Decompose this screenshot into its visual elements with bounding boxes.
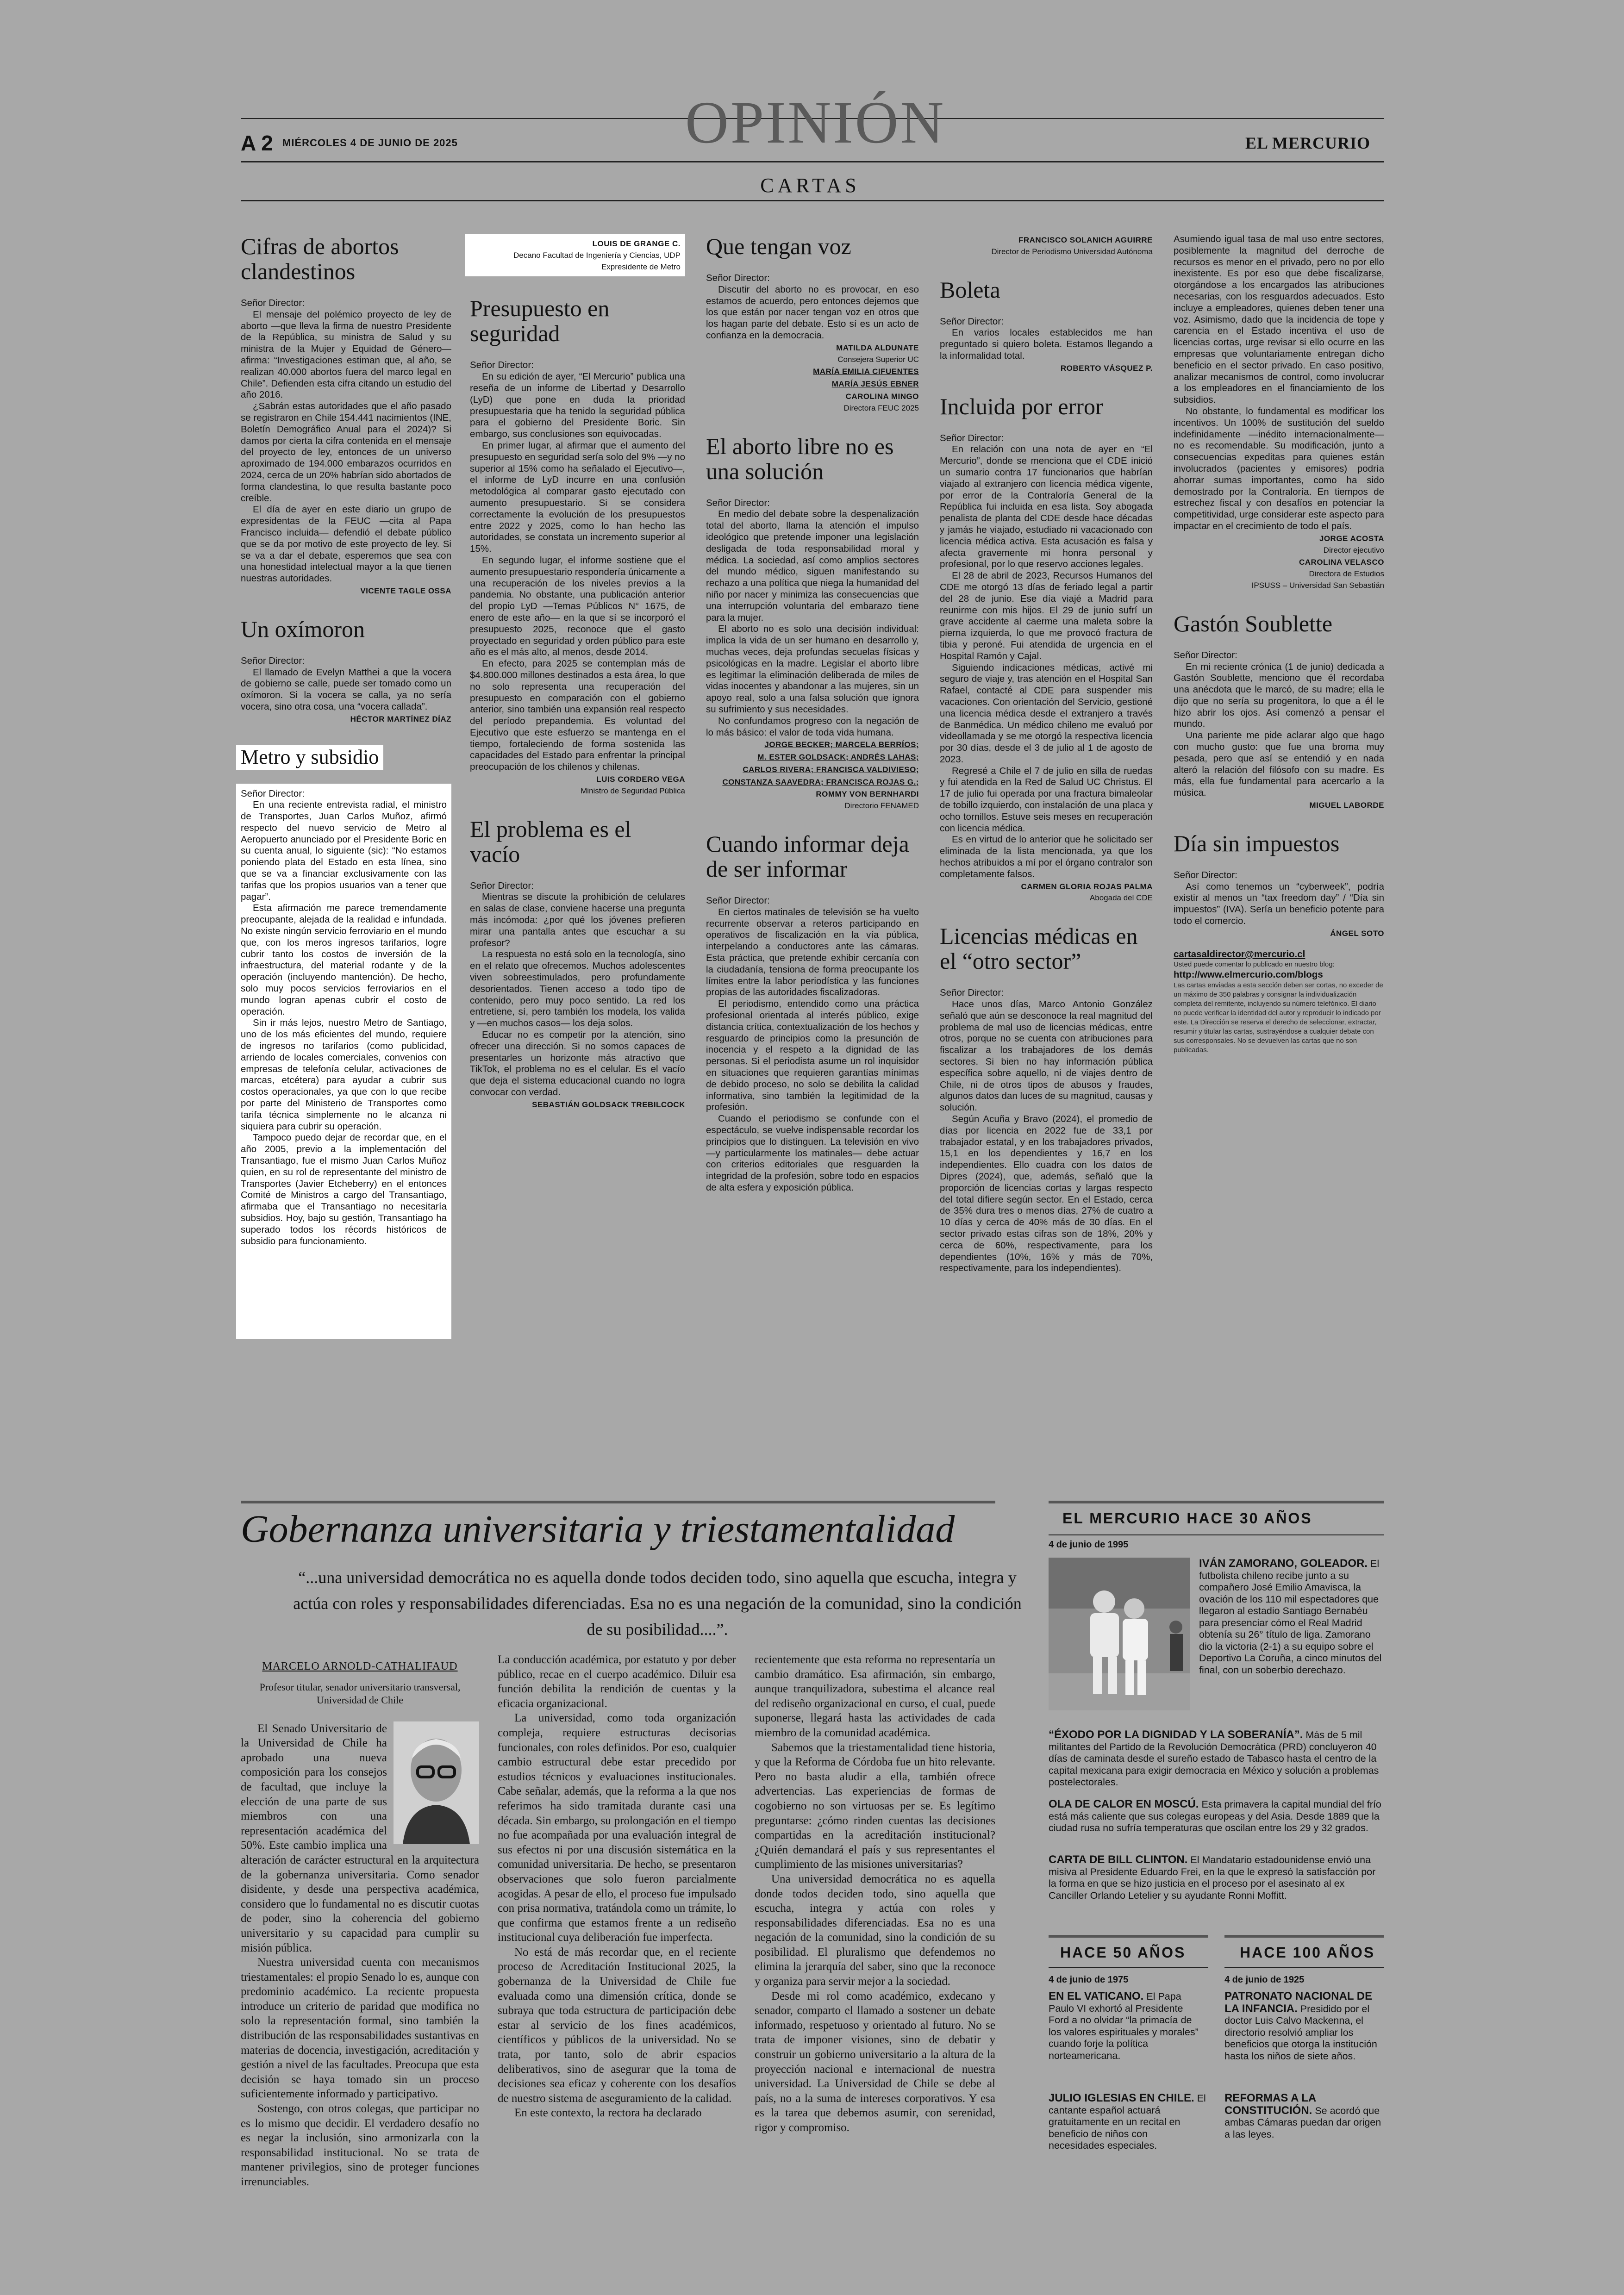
salutation: Señor Director: [470,360,534,371]
letter-paragraph: El día de ayer en este diario un grupo de expresidentas de la FEUC —cita al Papa Francisco incluida— defendió el debate público que se da por motivo de este proyecto de ley. Si se va a dar el debate, esperemos que sea con una honestidad intelectual mayor a la que tienen nuestras autoridades. [241,504,451,584]
letter-signature: ÁNGEL SOTO [1330,929,1384,938]
history-item [1199,1558,1384,1676]
letter-paragraph: Según Acuña y Bravo (2024), el promedio de días por licencia en 2022 fue de 33,1 por trabajador estatal, y en los trabajadores privados, 15,1 en los dependientes y 16,7 en los independientes. Ello cuadra con los datos de Dipres (2024), que, además, señaló que la proporción de licencias cortas y largas respecto del total difiere según sector. En el Estado, cerca de 35% dura tres o menos días, 27% de cuatro a 10 días y cerca de 40% más de 30 días. En el sector privado estas cifras son de 18%, 20% y cerca de 60%, respectivamente, para los dependientes (10%, 16% y más de 70%, respectivamente, para los independientes). [940,1114,1153,1274]
letter-signature-role: Ministro de Seguridad Pública [581,786,685,795]
salutation: Señor Director: [940,316,1004,327]
article-paragraph: Nuestra universidad cuenta con mecanismos triestamentales: el propio Senado lo es, aunque con predominio académico. La reciente propuesta introduce un criterio de paridad que modifica no solo la representación formal, sino también la distribución de las responsabilidades sustantivas en materias de docencia, investigación, acreditación y gestión a nivel de las facultades. Preocupa que esta decisión se haya tomado sin un proceso suficientemente informado y participativo. [241,1956,479,2101]
letter-signature-role: Consejera Superior UC [837,355,919,364]
letter-title: Licencias médicas en el “otro sector” [940,923,1138,974]
history-item [1049,2092,1206,2152]
article-paragraph: Desde mi rol como académico, exdecano y senador, comparto el llamado a sostener un debate informado, respetuoso y orientado al futuro. No se trata de imponer visiones, sino de debatir y construir un gobierno universitario a la altura de la proyección nacional e internacional de nuestra universidad. La Universidad de Chile se debe al país, no a la suma de intereses corporativos. Y esa es la tarea que debemos asumir, con serenidad, rigor y compromiso. [755,1989,995,2134]
letter-signature-role: Directora de Estudios [1309,569,1384,579]
salutation: Señor Director: [940,987,1004,998]
highlighted-letter-end [465,234,685,276]
letters-column-4 [940,234,1153,1274]
history-item-text: El Mandatario estadounidense envió una misiva al Presidente Eduardo Frei, en la que le expresó la satisfacción por la forma en que se hizo justicia en el proceso por el asesinato al ex Canciller Orlando Letelier y su ayudante Ronni Moffitt. [1049,1854,1376,1901]
page-date: MIÉRCOLES 4 DE JUNIO DE 2025 [282,137,458,149]
letter-title: El problema es el vacío [470,816,631,867]
letter-signature: MARÍA JESÚS EBNER [831,380,919,389]
letter-paragraph: En varios locales establecidos me han preguntado si quiero boleta. Estamos llegando a la informalidad total. [940,327,1153,361]
letter-signature-role: Directorio FENAMED [844,801,919,811]
letters-column-5 [1174,234,1384,1055]
letter-title: Incluida por error [940,393,1103,419]
history-30-header: EL MERCURIO HACE 30 AÑOS [1062,1510,1312,1527]
blog-intro: Usted puede comentar lo publicado en nuestro blog: [1174,960,1335,969]
letter-signature: JORGE BECKER; MARCELA BERRÍOS; [764,740,919,749]
subsection-title: CARTAS [760,174,860,197]
history-item [1049,1990,1206,2062]
letter-paragraph: Tampoco puedo dejar de recordar que, en el año 2005, previo a la implementación del Transantiago, fue el mismo Juan Carlos Muñoz quien, en su rol de representante del ministro de Transportes (Javier Etcheberry) en el entonces Comité de Ministros a cargo del Transantiago, afirmaba que el Transantiago no necesitaría subsidios. Hoy, bajo su gestión, Transantiago ha superado todos los récords históricos de subsidio para funcionamiento. [241,1132,447,1247]
letter-paragraph: Así como tenemos un “cyberweek”, podría existir al menos un “tax freedom day” / “Día sin impuestos” (IVA). Sería un beneficio potente para todo el comercio. [1174,881,1384,927]
article-top-rule [241,1501,995,1503]
author-portrait-drawing [394,1721,479,1844]
letter-signature: MATILDA ALDUNATE [836,343,919,352]
masthead-rule [241,161,1384,162]
letter-paragraph: Es en virtud de lo anterior que he solicitado ser eliminada de la lista mencionada, ya que los hechos atribuidos a mí por el órgano contralor son completamente falsos. [940,834,1153,879]
letter-signature-role: Director de Periodismo Universidad Autónoma [991,247,1153,256]
letter-signature: CARLOS RIVERA; FRANCISCA VALDIVIESO; [743,765,919,774]
article-column-1 [241,1659,479,2189]
salutation: Señor Director: [241,655,305,666]
history-top-rule [1049,1501,1384,1503]
salutation: Señor Director: [1174,869,1237,880]
letter-title: Día sin impuestos [1174,830,1340,856]
letter-paragraph: Asumiendo igual tasa de mal uso entre sectores, posiblemente la magnitud del derroche de recursos es menor en el privado, pero no por ello inexistente. Es por eso que debe fiscalizarse, otorgándose a los encargados las atribuciones necesarias, con los resguardos adecuados. Esto incluye a empleadores, quienes deben tener una voz. Asimismo, dado que la incidencia de tope y carencia en el Estado incentiva el uso de licencias cortas, urge revisar si ello ocurre en las empresas que voluntariamente entregan dicho beneficio en el sector privado. En caso positivo, analizar mecanismos de control, como involucrar a los empleadores en el financiamiento de los subsidios. [1174,234,1384,405]
section-title: OPINIÓN [685,89,946,156]
salutation: Señor Director: [470,880,534,891]
letter-signature: JORGE ACOSTA [1319,534,1384,543]
history-item-title: IVÁN ZAMORANO, GOLEADOR. [1199,1557,1368,1570]
zamorano-photo [1049,1558,1190,1710]
history-30-date: 4 de junio de 1995 [1049,1540,1129,1550]
letter-paragraph: En segundo lugar, el informe sostiene que el aumento presupuestario respondería únicamente a una recuperación de los niveles previos a la pandemia. No obstante, una publicación anterior del propio LyD —Temas Públicos N° 1675, de enero de este año— en la que sí se incorporó el presupuesto 2025, reconoce que el gasto proyectado en seguridad y orden público para este año es el más alto, al menos, desde 2014. [470,555,685,658]
letter-paragraph: El periodismo, entendido como una práctica profesional orientada al interés público, exige distancia crítica, contextualización de los hechos y resguardo de principios como la presunción de inocencia y el respeto a la dignidad de las personas. Si el periodista asume un rol inquisidor en situaciones que requieren garantías mínimas de debido proceso, no solo se debilita la calidad informativa, sino también la legitimidad de la profesión. [706,998,919,1113]
letter-paragraph: Regresé a Chile el 7 de julio en silla de ruedas y fui atendida en la Red de Salud UC Christus. El 17 de julio fui operada por una fractura bimaleolar de tobillo izquierdo, con instalación de una placa y ocho tornillos. Estuve seis meses en recuperación con licencia médica. [940,765,1153,834]
contact-email-link[interactable]: cartasaldirector@mercurio.cl [1174,948,1305,960]
letter-signature: FRANCISCO SOLANICH AGUIRRE [1018,236,1153,244]
blog-link[interactable]: http://www.elmercurio.com/blogs [1174,969,1323,980]
article-paragraph: La universidad, como toda organización compleja, requiere estructuras decisorias funcionales, con roles definidos. Por eso, cualquier cambio estructural debe estar precedido por estudios técnicos y evaluaciones institucionales. Cabe señalar, además, que la reforma a la que nos referimos ha sido tramitada durante casi una década. Sin embargo, su prolongación en el tiempo no fue acompañada por una evaluación integral de sus efectos ni por una discusión sistemática en la comunidad universitaria. De hecho, se presentaron observaciones que solo fueron parcialmente acogidas. A pesar de ello, el proceso fue impulsado con prisa normativa, tratándola como un trámite, lo que confirma que estamos frente a un rediseño institucional cuya deliberación fue imperfecta. [498,1712,736,1944]
letter-signature: CONSTANZA SAAVEDRA; FRANCISCA ROJAS G.; [722,777,919,786]
letter-paragraph: En medio del debate sobre la despenalización total del aborto, llama la atención el impulso ideológico que pretende imponer una legislación desligada de toda responsabilidad moral y médica. La sociedad, así como amplios sectores del mundo médico, siguen manifestando su rechazo a una política que niega la humanidad del niño por nacer y minimiza las consecuencias que una interrupción voluntaria del embarazo tiene para la mujer. [706,509,919,623]
letter-paragraph: Discutir del aborto no es provocar, en eso estamos de acuerdo, pero entonces dejemos que los que están por nacer tengan voz en otros que los hagan parte del debate. Esto sí es un acto de confianza en la democracia. [706,284,919,341]
salutation: Señor Director: [241,788,305,799]
letter-paragraph: Cuando el periodismo se confunde con el espectáculo, se vuelve indispensable recordar los principios que lo distinguen. La televisión en vivo —y particularmente los matinales— debe actuar con criterios editoriales que resguarden la integridad de la profesión, sobre todo en espacios de alta esfera y exposición pública. [706,1113,919,1193]
article-paragraph: En este contexto, la rectora ha declarado [514,2107,702,2120]
history-50-header: HACE 50 AÑOS [1060,1944,1186,1961]
history-item-text: El cantante español actuará gratuitamente en un recital en beneficio de niños con necesidades especiales. [1049,2093,1206,2151]
history-item-title: “ÉXODO POR LA DIGNIDAD Y LA SOBERANÍA”. [1049,1728,1303,1741]
letter-paragraph: La respuesta no está solo en la tecnología, sino en el relato que ofrecemos. Muchos adolescentes viven sobreestimulados, pero profundamente desorientados. Tienen acceso a todo tipo de contenido, pero muy poco sentido. La red los entretiene, sí, pero también los modela, los valida y —en muchos casos— los deja solos. [470,949,685,1029]
article-paragraph: Sabemos que la triestamentalidad tiene historia, y que la Reforma de Córdoba fue un hito relevante. Pero no basta aludir a ella, también ofrece advertencias. Las experiencias de formas de cogobierno no son virtuosas per se. Es legítimo preguntarse: ¿cómo rinden cuentas las decisiones compartidas en la acreditación institucional? ¿Quién demandará el país y sus representantes el cumplimiento de las misiones universitarias? [755,1741,995,1871]
article-paragraph: La conducción académica, por estatuto y por deber público, recae en el cuerpo académico. Diluir esa función debilita la rendición de cuentas y la eficacia organizacional. [498,1653,736,1710]
letter-paragraph: En primer lugar, al afirmar que el aumento del presupuesto en seguridad sería solo del 9% —y no superior al 15% como ha señalado el Ejecutivo—, el informe de LyD incurre en una confusión metodológica al comparar gasto ejecutado con aumento presupuestario. Si se considera correctamente la evolución de los presupuestos entre 2022 y 2025, como lo han hecho las autoridades, se constata un incremento superior al 15%. [470,440,685,555]
letter-title: Gastón Soublette [1174,610,1333,636]
letter-signature: VICENTE TAGLE OSSA [360,586,451,595]
letter-paragraph: Esta afirmación me parece tremendamente preocupante, alejada de la realidad e infundada. No existe ningún servicio ferroviario en el mundo que, con los meros ingresos tarifarios, logre cubrir tanto los costos de inversión de la infraestructura, del material rodante y de la operación (incluyendo mantención). De hecho, solo muy pocos servicios ferroviarios en el mundo logran apenas cubrir el costo de operación. [241,903,447,1017]
history-50-date: 4 de junio de 1975 [1049,1975,1129,1985]
article-pull-quote: “...una universidad democrática no es aquella donde todos deciden todo, sino aquella que escucha, integra y actúa con roles y responsabilidades diferenciadas. Esa no es una negación de la comunidad, sino la condición de su posibilidad....”. [293,1568,1022,1639]
letter-title: Un oxímoron [241,616,365,642]
letter-title: Que tengan voz [706,233,851,259]
letter-signature: MARÍA EMILIA CIFUENTES [813,367,919,376]
letter-title: Cifras de abortos clandestinos [241,233,399,284]
letter-paragraph: En su edición de ayer, “El Mercurio” publica una reseña de un informe de Libertad y Desarrollo (LyD) que pone en duda la prioridad presupuestaria que ha tenido la seguridad pública para el gobierno del Presidente Boric. Sin embargo, sus conclusiones son equivocadas. [470,371,685,440]
letter-paragraph: Educar no es competir por la atención, sino ofrecer una dirección. Si no somos capaces de presentarles un horizonte más atractivo que TikTok, el problema no es el celular. Es el vacío que deja el sistema educacional cuando no logra convocar con verdad. [470,1029,685,1098]
history-item-text: Más de 5 mil militantes del Partido de la Revolución Democrática (PRD) concluyeron 40 días de caminata desde el sureño estado de Tabasco hasta el centro de la capital mexicana para exigir democracia en México y solución a problemas postelectorales. [1049,1729,1379,1788]
salutation: Señor Director: [241,298,305,308]
letter-paragraph: Una pariente me pide aclarar algo que hago con mucho gusto: que fue una broma muy pesada, pero que así se entendió y en nada alteró la relación del filósofo con su madre. Es más, ella fue fundamental para acercarlo a la música. [1174,730,1384,798]
letter-signature-role: Decano Facultad de Ingeniería y Ciencias, UDP Expresidente de Metro [513,250,681,271]
letter-paragraph: En ciertos matinales de televisión se ha vuelto recurrente observar a reteros participando en operativos de fiscalización en la vía pública, interpelando a conductores ante las cámaras. Esta práctica, que pretende exhibir cercanía con la ciudadanía, tensiona de forma preocupante los límites entre la labor periodística y las funciones propias de las autoridades fiscalizadoras. [706,906,919,998]
salutation: Señor Director: [706,273,770,283]
letter-paragraph: En mi reciente crónica (1 de junio) dedicada a Gastón Soublette, menciono que él recordaba una anécdota que le marcó, de su madre; ella le dijo que no sería su progenitora, lo que a él le hizo abrir los ojos. Así comenzó a pensar el mundo. [1174,661,1384,730]
history-item [1049,1854,1384,1902]
salutation: Señor Director: [1174,649,1237,661]
letter-title: Boleta [940,276,1000,303]
letter-paragraph: Hace unos días, Marco Antonio González señaló que aún se desconoce la real magnitud del problema de mal uso de licencias médicas, entre otros, porque no se cuenta con atribuciones para fiscalizar a los trabajadores de los demás sectores. Si bien no hay información pública específica sobre aquello, ni de viajes dentro de Chile, ni de otros tipos de abusos y fraudes, algunos datos dan luces de su magnitud, causas y solución. [940,999,1153,1113]
letters-column-2 [470,234,685,1111]
article-title: Gobernanza universitaria y triestamentalidad [241,1508,955,1551]
history-item-text: Presidido por el doctor Luis Calvo Mackenna, el directorio resolvió ampliar los beneficios que otorga la institución hasta los niños de siete años. [1224,2003,1377,2062]
letter-signature-role: Directora FEUC 2025 [843,403,919,412]
letter-paragraph: En relación con una nota de ayer en “El Mercurio”, donde se menciona que el CDE inició un sumario contra 17 funcionarios que habrían viajado al extranjero con licencia médica vigente, por error de la Contraloría General de la República fui incluida en esa lista. Soy abogada penalista de planta del CDE desde hace décadas y jamás he viajado, estudiado ni vacacionado con licencia médica activa. Esta acusación es falsa y afecta gravemente mi honra personal y profesional, por lo que reservo acciones legales. [940,444,1153,570]
letter-paragraph: Siguiendo indicaciones médicas, activé mi seguro de viaje y, tras atención en el Hospital San Rafael, contacté al CDE para suspender mis vacaciones. Con orientación del Servicio, gestioné una licencia médica desde el extranjero a través de Banmédica. Un médico chileno me evaluó por videollamada y se me otorgó la respectiva licencia por 30 días, desde el 3 de julio al 1 de agosto de 2023. [940,662,1153,765]
newspaper-brand: EL MERCURIO [1245,134,1371,152]
letter-signature: LUIS CORDERO VEGA [596,775,685,784]
article-paragraph: Una universidad democrática no es aquella donde todos deciden todo, sino aquella que escucha, integra y actúa con roles y responsabilidades diferenciadas. Esa no es una negación de la comunidad, sino la condición de su posibilidad. El pluralismo que defendemos no elimina la jerarquía del saber, sino que la reconoce y organiza para servir mejor a la sociedad. [755,1872,995,1988]
history-item-title: CARTA DE BILL CLINTON. [1049,1853,1188,1866]
letter-signature: ROMMY VON BERNHARDI [816,790,919,799]
letter-paragraph: En una reciente entrevista radial, el ministro de Transportes, Juan Carlos Muñoz, afirmó respecto del nuevo servicio de Metro al Aeropuerto anunciado por el Presidente Boric en su cuenta anual, lo siguiente (sic): “No estamos poniendo plata del Estado en esta línea, sino que se va a financiar exclusivamente con las tarifas que los propios usuarios van a tener que pagar”. [241,799,447,902]
letter-signature: ROBERTO VÁSQUEZ P. [1060,363,1153,373]
letter-paragraph: El llamado de Evelyn Matthei a que la vocera de gobierno se calle, puede ser tomado como un oxímoron. Si la vocera se calla, ya no sería vocera, sino otra cosa, una “vocera callada”. [241,667,451,712]
author-portrait [394,1721,479,1844]
history-item [1224,2092,1384,2140]
letter-paragraph: No obstante, lo fundamental es modificar los incentivos. Un 100% de sustitución del sueldo indefinidamente —inédito internacionalmente— no es recomendable. Su modificación, junto a consecuencias expeditas para quienes están involucrados (pacientes y emisores) podría ahorrar sumas importantes, como ha sido demostrado por la Contraloría. En tiempos de estrechez fiscal y con desafíos en potenciar la competitividad, urge considerar este aspecto para impactar en el crecimiento de todo el país. [1174,405,1384,531]
history-100-top-rule [1224,1935,1384,1938]
article-author-role: Profesor titular, senador universitario transversal, Universidad de Chile [259,1681,461,1706]
letter-signature: LOUIS DE GRANGE C. [592,239,681,248]
letter-signature-role: IPSUSS – Universidad San Sebastián [1251,580,1384,590]
salutation: Señor Director: [706,895,770,906]
letter-signature: M. ESTER GOLDSACK; ANDRÉS LAHAS; [757,753,919,762]
history-100-header: HACE 100 AÑOS [1240,1944,1375,1961]
letter-paragraph: Mientras se discute la prohibición de celulares en salas de clase, conviene hacerse una pregunta más incómoda: ¿por qué los jóvenes prefieren mirar una pantalla antes que escuchar a su profesor? [470,892,685,948]
letter-signature: HÉCTOR MARTÍNEZ DÍAZ [350,714,451,723]
history-item-text: El Papa Paulo VI exhortó al Presidente Ford a no olvidar “la primacía de los valores espirituales y morales” cuando forje la política norteamericana. [1049,1991,1199,2061]
salutation: Señor Director: [706,497,770,508]
letter-title: El aborto libre no es una solución [706,433,894,484]
letter-paragraph: El 28 de abril de 2023, Recursos Humanos del CDE me otorgó 13 días de feriado legal a partir del 28 de junio. Ese día viajé a Madrid para reunirme con mis hijos. El 29 de junio sufrí un grave accidente al caerme una maleta sobre la pierna izquierda, lo que me provocó fractura de tibia y peroné. Fui atendida de urgencia en el Hospital Ramón y Cajal. [940,570,1153,661]
letter-signature: CAROLINA VELASCO [1299,558,1384,567]
article-paragraph: Sostengo, con otros colegas, que participar no es lo mismo que decidir. El verdadero desafío no es negar la inclusión, sino armonizarla con la responsabilidad institucional. No se trata de mantener privilegios, sino de proteger funciones irrenunciables. [241,2102,479,2188]
letter-signature: CARMEN GLORIA ROJAS PALMA [1021,882,1153,891]
letter-signature-role: Abogada del CDE [1089,893,1153,903]
history-item-text: El futbolista chileno recibe junto a su compañero José Emilio Amavisca, la ovación de los 110 mil espectadores que llegaron al estadio Santiago Bernabéu para presenciar cómo el Real Madrid obtenía su 26° título de liga. Zamorano dio la victoria (2-1) a su equipo sobre el Deportivo La Coruña, a cinco minutos del final, con un soberbio derechazo. [1199,1558,1382,1676]
letter-signature-role: Director ejecutivo [1323,545,1384,555]
history-item-title: EN EL VATICANO. [1049,1990,1144,2002]
letter-title: Metro y subsidio [236,745,383,770]
subsection-rule [241,200,1384,201]
history-item [1049,1729,1384,1789]
history-50-top-rule [1049,1935,1208,1938]
letter-signature: MIGUEL LABORDE [1309,801,1384,810]
article-paragraph: recientemente que esta reforma no representaría un cambio dramático. Esa afirmación, sin embargo, aunque tranquilizadora, subestima el alcance real del rediseño organizacional en curso, el cual, puede suponerse, llegará hasta las actividades de cada miembro de la comunidad académica. [755,1653,995,1739]
letter-title: Presupuesto en seguridad [470,295,610,347]
letter-paragraph: En efecto, para 2025 se contemplan más de $4.800.000 millones destinados a esta área, lo que no solo representa una recuperación del presupuesto en comparación con el gobierno anterior, sino también una expansión real respecto del período prepandemia. Es voluntad del Ejecutivo que este esfuerzo se mantenga en el tiempo, fortaleciendo de forma sostenida las capacidades del Estado para enfrentar la principal preocupación de los chilenos y chilenas. [470,658,685,773]
letter-paragraph: El mensaje del polémico proyecto de ley de aborto —que lleva la firma de nuestro Presidente de la República, su ministra de Salud y su ministra de la Mujer y Equidad de Género— afirma: “Investigaciones estiman que, al año, se realizan 40.000 abortos fuera del marco legal en Chile”. Defienden esta cifra citando un estudio del año 2016. [241,309,451,400]
letter-signature: SEBASTIÁN GOLDSACK TREBILCOCK [532,1100,685,1109]
article-paragraph: El Senado Universitario de la Universidad de Chile ha aprobado una nueva composición para los consejos de facultad, que incluye la elección de una parte de sus miembros con una representación académica del 50%. Este cambio implica una alteración de carácter estructural en la arquitectura de la gobernanza universitaria. Como senador disidente, y desde una perspectiva académica, considero que lo fundamental no es discutir cuotas de poder, sino la coherencia del gobierno universitario y su capacidad para cumplir su misión pública. [241,1722,479,1954]
letter-paragraph: No confundamos progreso con la negación de lo más básico: el valor de toda vida humana. [706,715,919,738]
article-column-3 [755,1653,995,2135]
highlighted-letter [236,784,451,1339]
letter-paragraph: Sin ir más lejos, nuestro Metro de Santiago, uno de los más eficientes del mundo, requiere de ingresos no tarifarios (como publicidad, arriendo de locales comerciales, convenios con empresas de telefonía celular, activaciones de marcas, etcétera) para ayudar a cubrir sus costos operacionales, ya que con lo que recibe por parte del Ministerio de Transportes como tarifa técnica simplemente no le alcanza ni siquiera para cubrir su operación. [241,1017,447,1132]
letter-signature: CAROLINA MINGO [845,392,919,401]
salutation: Señor Director: [940,432,1004,443]
history-item-title: PATRONATO NACIONAL DE LA INFANCIA. [1224,1990,1373,2015]
article-paragraph: No está de más recordar que, en el reciente proceso de Acreditación Institucional 2025, la gobernanza de la Universidad de Chile fue evaluada como una dimensión crítica, donde se subraya que toda estructura de participación debe estar al servicio de los fines académicos, científicos y públicos de la universidad. No se trata, por tanto, solo de abrir espacios deliberativos, sino de asegurar que la toma de decisiones sea eficaz y coherente con los desafíos de nuestro sistema de aseguramiento de la calidad. [498,1946,736,2105]
letters-column-1 [241,234,451,1339]
article-author: MARCELO ARNOLD-CATHALIFAUD [262,1660,458,1672]
history-item-title: REFORMAS A LA CONSTITUCIÓN. [1224,2092,1316,2117]
article-column-2 [498,1653,736,2120]
history-50-rule [1049,1967,1208,1968]
page-number: A 2 [241,131,273,155]
history-item-text: Esta primavera la capital mundial del frío está más caliente que sus colegas europeas y del Asia. Desde 1889 que la ciudad rusa no sufría temperaturas que oscilan entre los 29 y 32 grados. [1049,1799,1381,1834]
letters-column-3 [706,234,919,1194]
letter-paragraph: El aborto no es solo una decisión individual: implica la vida de un ser humano en desarrollo y, muchas veces, deja profundas secuelas físicas y psicológicas en la madre. Legislar el aborto libre es legitimar la eliminación deliberada de miles de vidas inocentes y abandonar a las mujeres, sin un apoyo real, solo a una falsa solución que ignora su sufrimiento y sus necesidades. [706,624,919,715]
history-header-rule [1049,1534,1384,1535]
history-item-title: JULIO IGLESIAS EN CHILE. [1049,2092,1194,2104]
history-100-rule [1224,1967,1384,1968]
letter-title: Cuando informar deja de ser informar [706,831,909,882]
history-item [1224,1990,1384,2062]
history-item [1049,1798,1384,1834]
letters-policy: Las cartas enviadas a esta sección deben ser cortas, no exceder de un máximo de 350 palabras y consignar la individualización completa del remitente, incluyendo su número telefónico. El diario no puede verificar la identidad del autor y reproducir lo indicado por este. La Dirección se reserva el derecho de seleccionar, extractar, resumir y titular las cartas, sustrayéndose a cualquier debate con sus corresponsales. No se devuelven las cartas que no son publicadas. [1174,981,1383,1054]
history-item-text: Se acordó que ambas Cámaras puedan dar origen a las leyes. [1224,2105,1381,2140]
history-item-title: OLA DE CALOR EN MOSCÚ. [1049,1798,1199,1810]
letter-paragraph: ¿Sabrán estas autoridades que el año pasado se registraron en Chile 154.441 nacimientos (INE, Boletín Demográfico Anual para el 2024)? Si damos por cierta la cifra contenida en el mensaje del proyecto de ley, entonces de un universo aproximado de 194.000 embarazos ocurridos en 2024, cerca de un 20% habrían sido abortados de forma clandestina, lo que resulta bastante poco creíble. [241,401,451,504]
history-100-date: 4 de junio de 1925 [1224,1975,1305,1985]
